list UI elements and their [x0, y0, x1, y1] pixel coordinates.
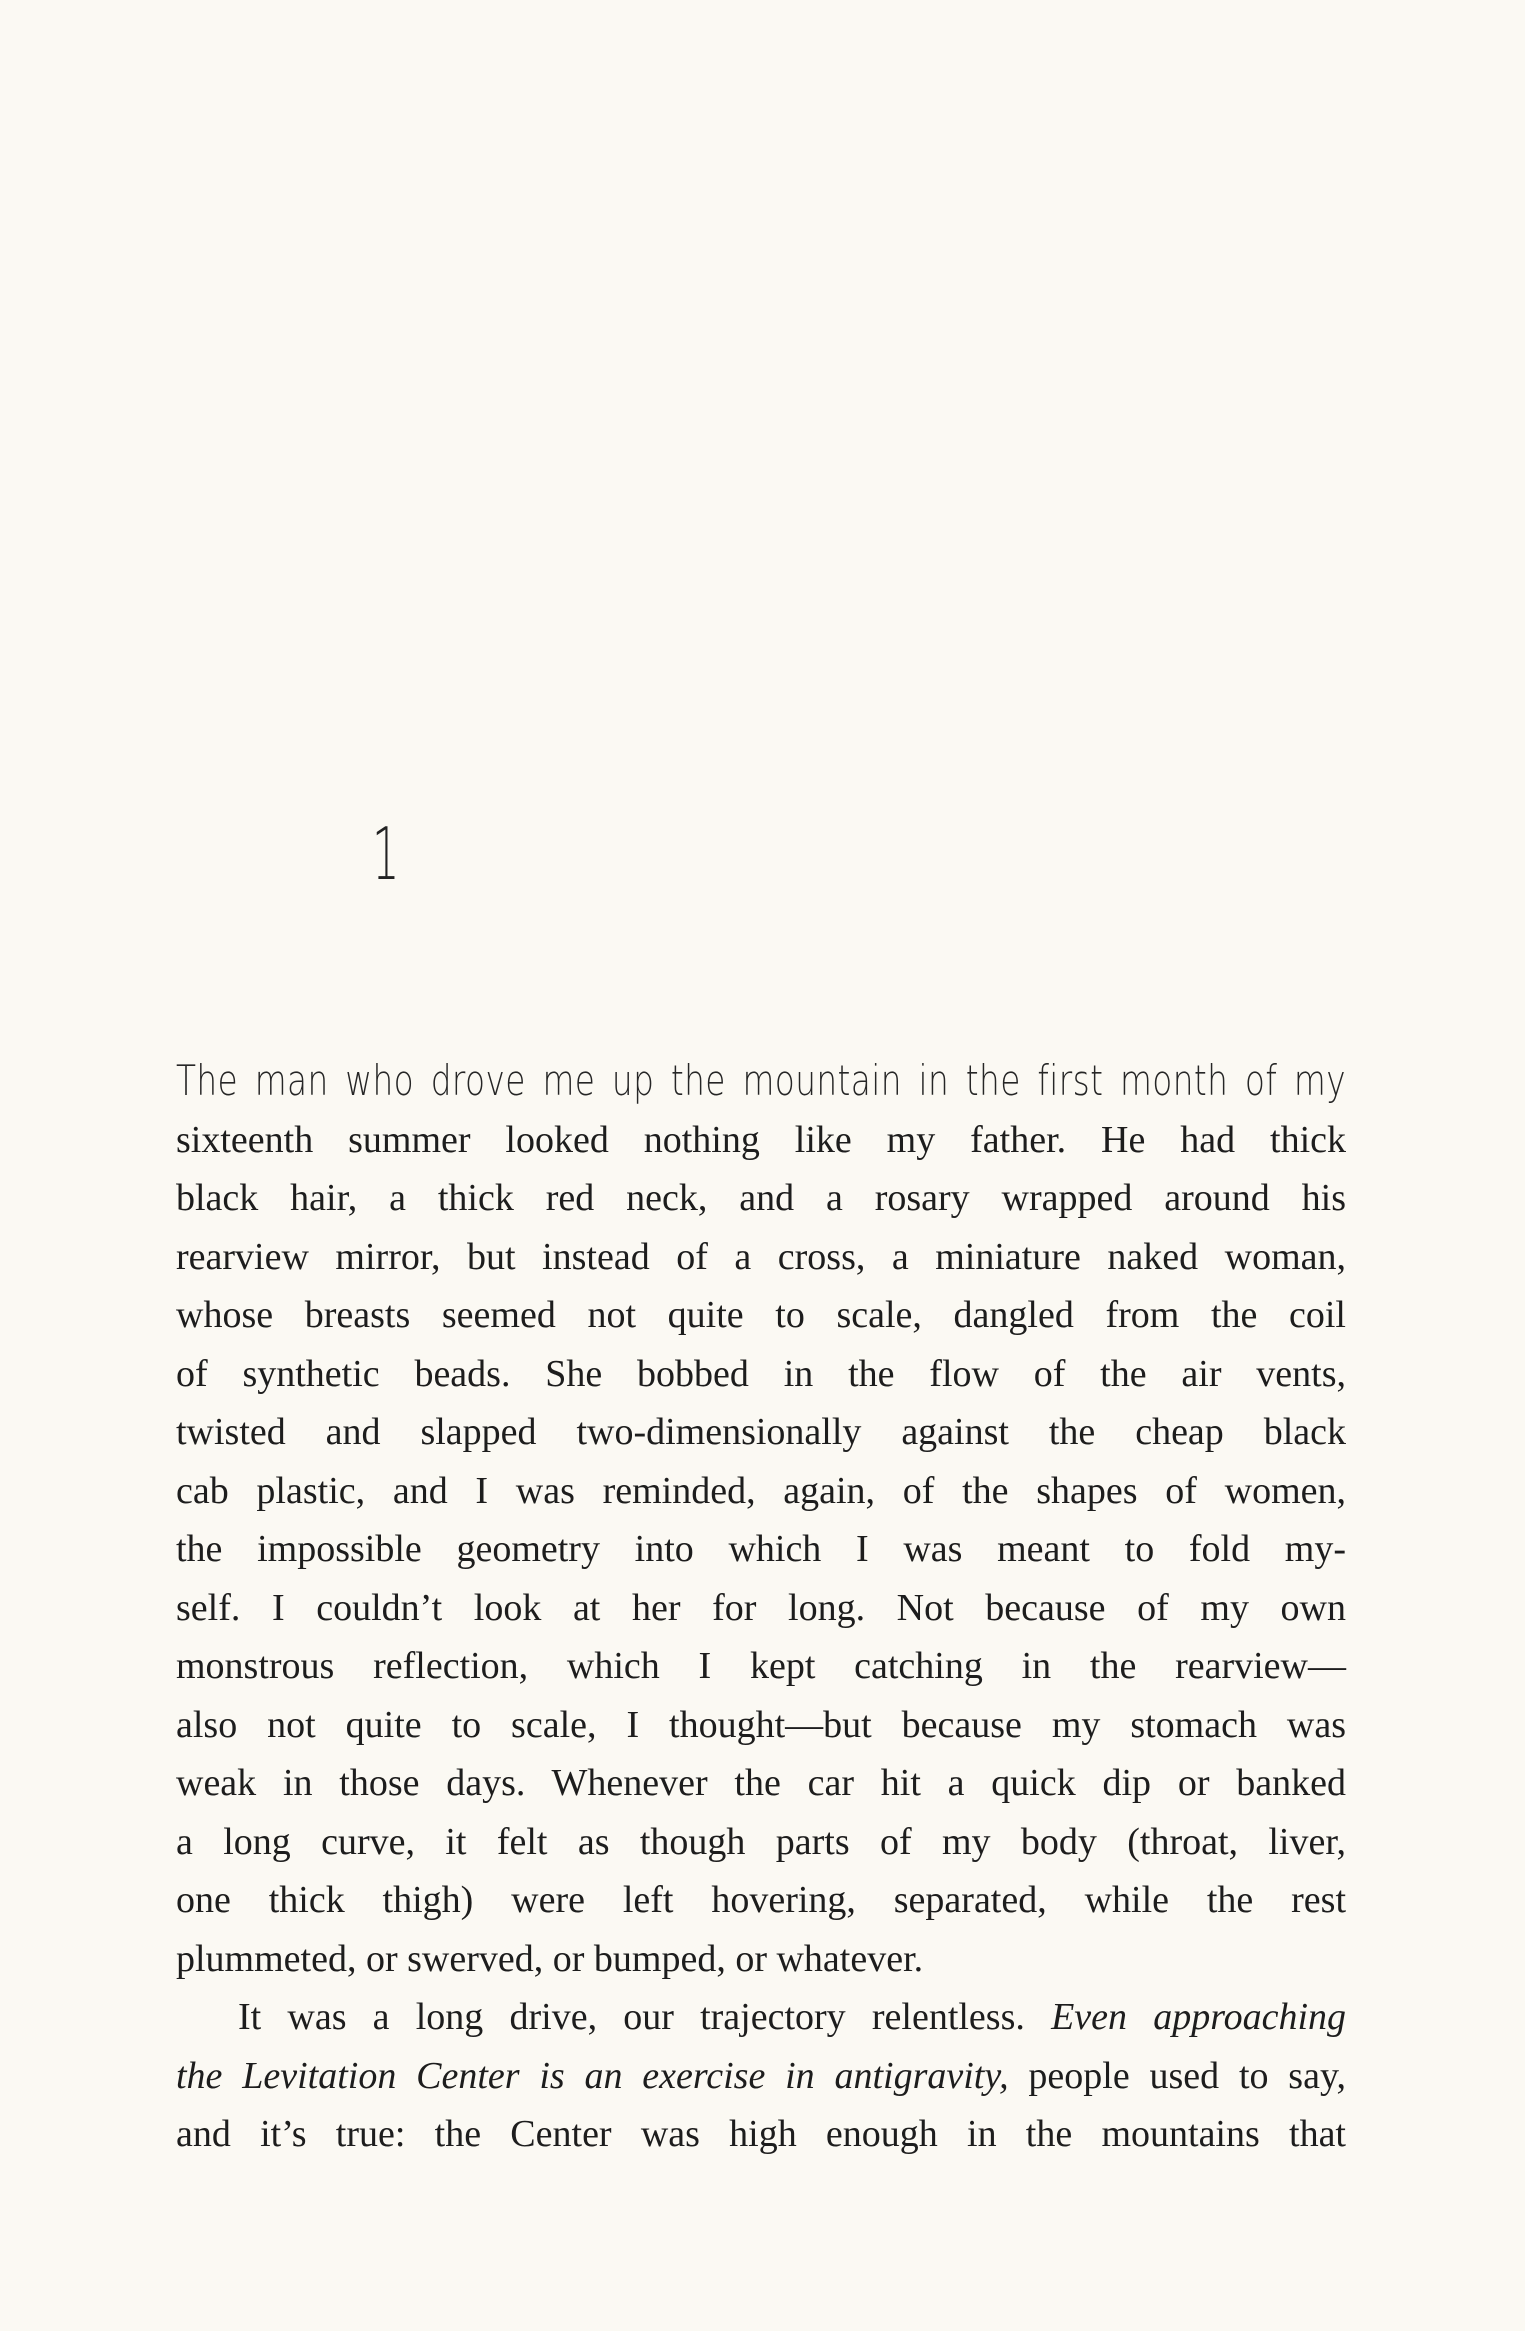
- text-line: weak in those days. Whenever the car hit a quick dip or banked: [176, 1762, 1346, 1804]
- text-line: of synthetic beads. She bobbed in the flow of the air vents,: [176, 1352, 1346, 1395]
- text-line: whose breasts seemed not quite to scale, dangled from the coil: [176, 1294, 1346, 1336]
- text-line: also not quite to scale, I thought—but because my stomach was: [176, 1703, 1346, 1746]
- text-line: monstrous reflection, which I kept catching in the rearview—: [176, 1645, 1346, 1687]
- opening-line: The man who drove me up the mountain in the first month of my: [176, 1056, 1346, 1105]
- text-line: the impossible geometry into which I was meant to fold my-: [176, 1528, 1346, 1570]
- italic-phrase: Even approaching: [1051, 1996, 1346, 2038]
- text-line: cab plastic, and I was reminded, again, of the shapes of women,: [176, 1469, 1346, 1512]
- paragraph-2-text: people used to say,: [1008, 2054, 1346, 2097]
- text-line: twisted and slapped two-dimensionally against the cheap black: [176, 1411, 1346, 1453]
- paragraph-2-line-3: and it’s true: the Center was high enough in the mountains that: [176, 2113, 1346, 2155]
- text-line: one thick thigh) were left hovering, separated, while the rest: [176, 1879, 1346, 1921]
- paragraph-2-line-2: [176, 2047, 1346, 2106]
- text-line: a long curve, it felt as though parts of my body (throat, liver,: [176, 1820, 1346, 1863]
- text-line: sixteenth summer looked nothing like my father. He had thick: [176, 1118, 1346, 1161]
- text-line: self. I couldn’t look at her for long. Not because of my own: [176, 1586, 1346, 1629]
- italic-phrase: the Levitation Center is an exercise in antigravity,: [176, 2054, 1009, 2097]
- text-line: rearview mirror, but instead of a cross, a miniature naked woman,: [176, 1235, 1346, 1278]
- body-text: [176, 1052, 1346, 2164]
- paragraph-2-text: It was a long drive, our trajectory relentless.: [238, 1996, 1052, 2038]
- text-line: plummeted, or swerved, or bumped, or whatever.: [176, 1937, 924, 1980]
- text-line: black hair, a thick red neck, and a rosary wrapped around his: [176, 1177, 1346, 1219]
- chapter-number: 1: [372, 812, 400, 896]
- paragraph-2-line-1: [176, 1988, 1346, 2047]
